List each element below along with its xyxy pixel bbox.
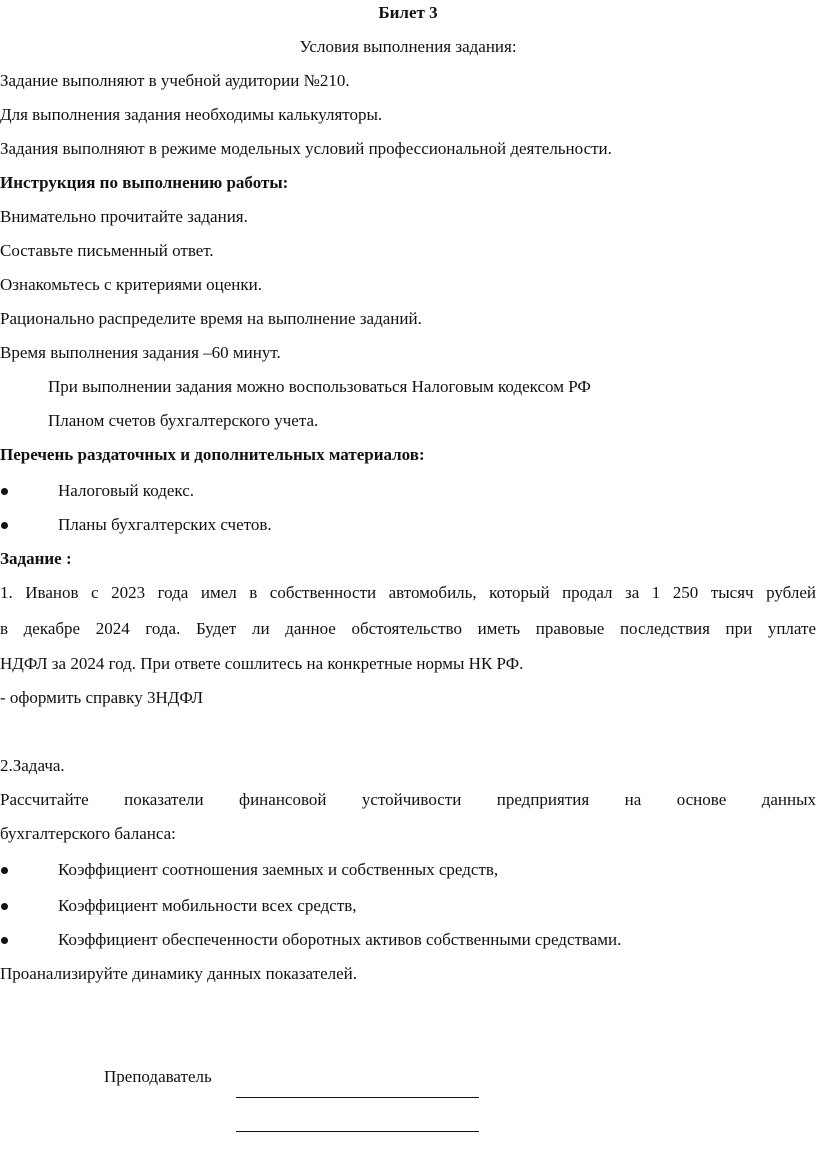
bullet-icon [1,867,8,874]
instruction-line: Время выполнения задания –60 минут. [0,343,281,362]
condition-line: Задание выполняют в учебной аудитории №210. [0,71,350,90]
instruction-line: Внимательно прочитайте задания. [0,207,248,226]
bullet-icon [1,937,8,944]
task2-text-line: Рассчитайте показатели финансовой устойчивости предприятия на основе данных [0,790,816,809]
reference-line: При выполнении задания можно воспользоваться Налоговым кодексом РФ [48,377,591,396]
reference-line: Планом счетов бухгалтерского учета. [48,411,319,430]
instructions-heading: Инструкция по выполнению работы: [0,173,289,192]
task1-line: НДФЛ за 2024 год. При ответе сошлитесь на конкретные нормы НК РФ. [0,654,524,673]
task1-line: 1. Иванов с 2023 года имел в собственности автомобиль, который продал за 1 250 тысяч рублей [0,583,816,602]
signature-line [236,1131,479,1132]
task2-text-line: бухгалтерского баланса: [0,824,176,843]
task-heading: Задание : [0,549,72,568]
materials-heading: Перечень раздаточных и дополнительных материалов: [0,445,425,464]
bullet-icon [1,522,8,529]
task1-line: в декабре 2024 года. Будет ли данное обстоятельство иметь правовые последствия при уплате [0,619,816,638]
signature-line [236,1097,479,1098]
list-item-text: Коэффициент соотношения заемных и собственных средств, [58,860,499,879]
instruction-line: Составьте письменный ответ. [0,241,214,260]
signature-label: Преподаватель [104,1067,212,1086]
list-item-text: Коэффициент мобильности всех средств, [58,896,357,915]
ticket-title: Билет 3 [378,3,438,22]
bullet-icon [1,903,8,910]
instruction-line: Ознакомьтесь с критериями оценки. [0,275,263,294]
task1-line: - оформить справку 3НДФЛ [0,688,203,707]
condition-line: Задания выполняют в режиме модельных условий профессиональной деятельности. [0,139,612,158]
conditions-heading: Условия выполнения задания: [299,37,517,56]
task2-conclusion: Проанализируйте динамику данных показателей. [0,964,357,983]
list-item-text: Планы бухгалтерских счетов. [58,515,272,534]
list-item-text: Коэффициент обеспеченности оборотных активов собственными средствами. [58,930,622,949]
instruction-line: Рационально распределите время на выполнение заданий. [0,309,422,328]
condition-line: Для выполнения задания необходимы калькуляторы. [0,105,383,124]
bullet-icon [1,488,8,495]
task2-heading: 2.Задача. [0,756,65,775]
list-item-text: Налоговый кодекс. [58,481,195,500]
